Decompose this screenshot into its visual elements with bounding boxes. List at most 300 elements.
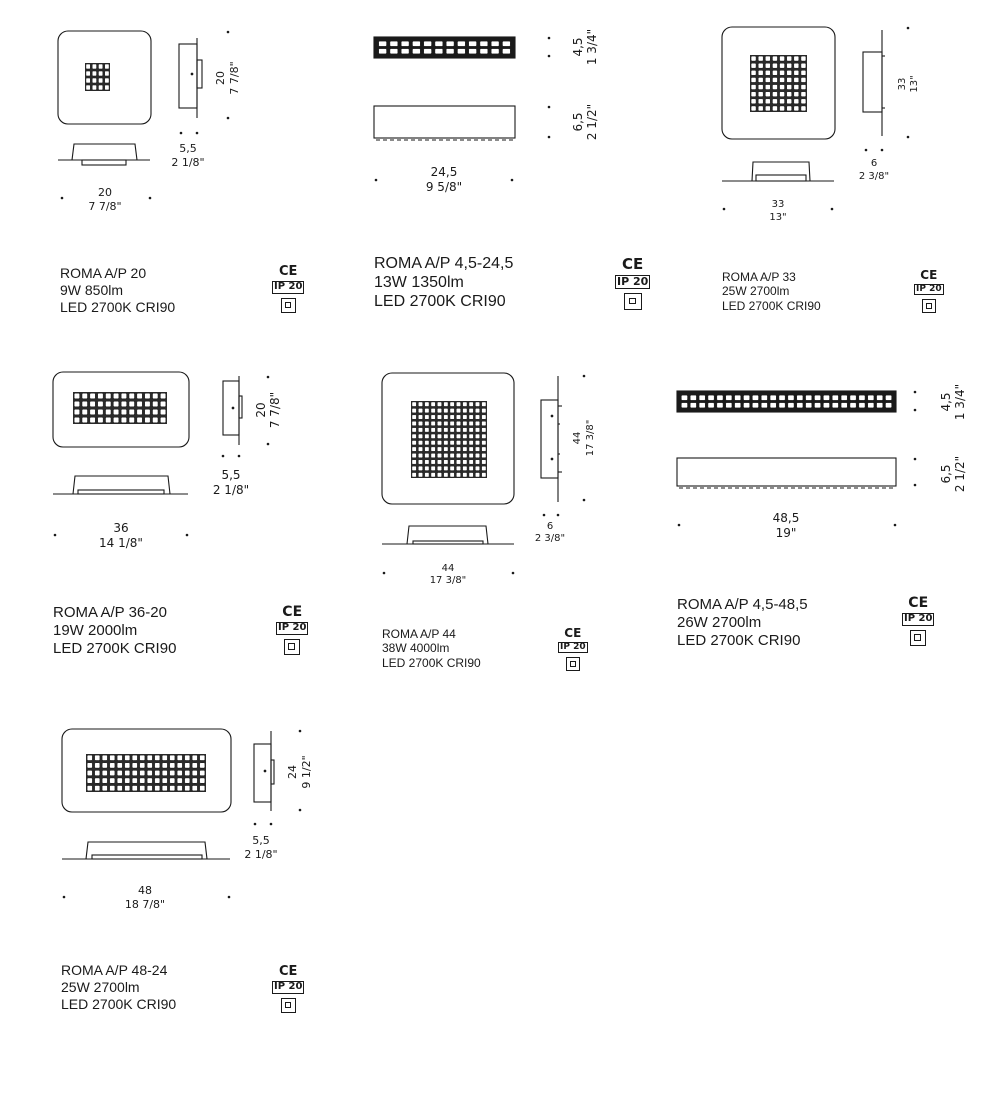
led-cell xyxy=(491,49,499,54)
power-rating: 25W 2700lm xyxy=(61,978,140,995)
led-cell xyxy=(772,85,777,90)
led-cell xyxy=(431,421,435,425)
product-roma-ap-20 xyxy=(0,0,330,340)
height-in-label: 7 7/8" xyxy=(228,61,241,95)
led-cell xyxy=(74,393,79,399)
led-cell xyxy=(185,763,190,768)
width-cm-label: 36 xyxy=(113,521,129,535)
led-cell xyxy=(877,395,883,400)
led-cell xyxy=(787,56,792,61)
led-cell xyxy=(418,408,422,412)
double-insulation-icon xyxy=(281,998,296,1013)
led-cell xyxy=(110,763,115,768)
led-cell xyxy=(779,395,785,400)
height-cm-label: 33 xyxy=(897,77,908,91)
led-cell xyxy=(772,77,777,82)
product-roma-ap-44 xyxy=(330,340,670,700)
led-cell xyxy=(192,763,197,768)
bottom-view xyxy=(62,842,230,859)
double-insulation-icon xyxy=(566,657,580,671)
height-in-label: 13" xyxy=(909,75,920,93)
power-rating: 19W 2000lm xyxy=(53,622,138,639)
led-cell xyxy=(431,415,435,419)
led-cell xyxy=(95,770,100,775)
led-cell xyxy=(102,786,107,791)
led-cell xyxy=(758,99,763,104)
led-cell xyxy=(788,403,794,408)
led-spec: LED 2700K CRI90 xyxy=(382,655,481,670)
led-cell xyxy=(132,770,137,775)
led-cell xyxy=(113,393,118,399)
led-cell xyxy=(113,409,118,415)
led-cell xyxy=(117,763,122,768)
led-cell xyxy=(431,428,435,432)
led-cell xyxy=(155,778,160,783)
led-cell xyxy=(482,408,486,412)
product-title: ROMA A/P 4,5-48,5 xyxy=(677,596,808,613)
led-cell xyxy=(418,434,422,438)
led-cell xyxy=(758,106,763,111)
led-cell xyxy=(431,434,435,438)
led-cell xyxy=(765,99,770,104)
led-cell xyxy=(787,70,792,75)
side-view xyxy=(179,38,202,118)
led-cell xyxy=(425,428,429,432)
led-cell xyxy=(117,778,122,783)
led-cell xyxy=(117,770,122,775)
led-cell xyxy=(170,763,175,768)
led-cell xyxy=(418,415,422,419)
height-cm-label: 4,5 xyxy=(939,392,953,412)
certification-badges xyxy=(558,626,588,671)
led-cell xyxy=(794,56,799,61)
led-cell xyxy=(129,393,134,399)
depth-cm-label: 6,5 xyxy=(939,464,953,484)
width-cm-label: 24,5 xyxy=(430,165,458,179)
led-cell xyxy=(418,402,422,406)
led-cell xyxy=(437,421,441,425)
led-cell xyxy=(437,460,441,464)
led-cell xyxy=(475,428,479,432)
led-cell xyxy=(859,395,865,400)
spec-block xyxy=(722,270,821,313)
led-cell xyxy=(145,393,150,399)
led-cell xyxy=(450,466,454,470)
led-spec: LED 2700K CRI90 xyxy=(61,995,177,1012)
led-cell xyxy=(456,402,460,406)
led-cell xyxy=(147,755,152,760)
front-view xyxy=(382,373,514,504)
led-cell xyxy=(121,401,126,407)
product-roma-ap-48-24 xyxy=(0,700,330,1100)
height-in-label: 1 3/4" xyxy=(953,383,967,421)
led-cell xyxy=(132,786,137,791)
led-cell xyxy=(475,453,479,457)
led-cell xyxy=(431,466,435,470)
led-cell xyxy=(444,428,448,432)
led-cell xyxy=(155,755,160,760)
led-cell xyxy=(772,70,777,75)
led-cell xyxy=(780,92,785,97)
led-cell xyxy=(463,466,467,470)
product-roma-ap-4-5-24-5 xyxy=(330,0,670,340)
led-cell xyxy=(185,786,190,791)
height-cm-label: 44 xyxy=(572,431,583,445)
led-spec: LED 2700K CRI90 xyxy=(60,298,176,315)
led-cell xyxy=(106,401,111,407)
led-cell xyxy=(412,447,416,451)
led-cell xyxy=(463,428,467,432)
led-cell xyxy=(780,70,785,75)
led-cell xyxy=(444,473,448,477)
led-cell xyxy=(868,403,874,408)
depth-in-label: 2 1/2" xyxy=(585,103,599,141)
led-cell xyxy=(192,786,197,791)
side-view xyxy=(254,731,274,811)
led-cell xyxy=(832,395,838,400)
power-rating: 26W 2700lm xyxy=(677,614,762,631)
double-insulation-icon xyxy=(922,299,936,313)
led-spec: LED 2700K CRI90 xyxy=(677,632,801,649)
led-cell xyxy=(502,41,510,46)
led-cell xyxy=(456,434,460,438)
led-cell xyxy=(145,401,150,407)
led-cell xyxy=(147,786,152,791)
led-cell xyxy=(463,447,467,451)
front-view xyxy=(722,27,835,139)
ce-mark-icon: CE xyxy=(564,626,582,640)
led-cell xyxy=(137,401,142,407)
led-cell xyxy=(859,403,865,408)
led-cell xyxy=(797,395,803,400)
led-cell xyxy=(117,786,122,791)
depth-cm-label: 5,5 xyxy=(179,142,197,155)
power-rating: 25W 2700lm xyxy=(722,284,790,299)
side-view xyxy=(541,376,562,502)
led-cell xyxy=(412,408,416,412)
led-cell xyxy=(98,78,102,83)
led-cell xyxy=(751,70,756,75)
product-title: ROMA A/P 4,5-24,5 xyxy=(374,255,514,272)
ip-rating-icon: IP 20 xyxy=(560,642,586,652)
led-cell xyxy=(770,395,776,400)
led-cell xyxy=(482,440,486,444)
led-cell xyxy=(482,428,486,432)
depth-in-label: 2 1/8" xyxy=(212,483,250,497)
led-cell xyxy=(761,395,767,400)
led-cell xyxy=(145,417,150,423)
led-cell xyxy=(98,64,102,69)
led-cell xyxy=(450,453,454,457)
led-cell xyxy=(87,755,92,760)
led-cell xyxy=(185,770,190,775)
led-cell xyxy=(125,786,130,791)
double-insulation-icon xyxy=(910,630,926,646)
led-cell xyxy=(794,99,799,104)
width-in-label: 17 3/8" xyxy=(429,575,467,586)
led-cell xyxy=(475,466,479,470)
ip-rating-icon: IP 20 xyxy=(904,613,933,624)
led-cell xyxy=(129,409,134,415)
led-cell xyxy=(95,786,100,791)
product-title: ROMA A/P 36-20 xyxy=(53,604,167,621)
led-cell xyxy=(787,77,792,82)
led-cell xyxy=(162,770,167,775)
led-cell xyxy=(153,417,158,423)
led-cell xyxy=(469,434,473,438)
led-cell xyxy=(752,403,758,408)
led-cell xyxy=(765,77,770,82)
led-cell xyxy=(758,63,763,68)
led-cell xyxy=(751,85,756,90)
led-cell xyxy=(841,403,847,408)
led-cell xyxy=(491,41,499,46)
led-cell xyxy=(751,99,756,104)
led-cell xyxy=(87,770,92,775)
led-cell xyxy=(412,440,416,444)
led-cell xyxy=(102,763,107,768)
led-cell xyxy=(74,409,79,415)
led-cell xyxy=(444,402,448,406)
led-cell xyxy=(424,41,432,46)
height-in-label: 1 3/4" xyxy=(585,28,599,66)
led-cell xyxy=(794,92,799,97)
led-cell xyxy=(412,428,416,432)
led-cell xyxy=(140,770,145,775)
led-cell xyxy=(431,402,435,406)
led-cell xyxy=(450,473,454,477)
led-cell xyxy=(823,395,829,400)
led-cell xyxy=(425,402,429,406)
led-cell xyxy=(482,421,486,425)
led-cell xyxy=(751,77,756,82)
double-insulation-icon xyxy=(284,639,300,655)
certification-badges xyxy=(615,255,650,310)
led-cell xyxy=(113,401,118,407)
led-cell xyxy=(121,417,126,423)
led-cell xyxy=(475,402,479,406)
led-cell xyxy=(90,401,95,407)
led-cell xyxy=(170,786,175,791)
led-cell xyxy=(444,434,448,438)
led-cell xyxy=(456,460,460,464)
led-cell xyxy=(758,56,763,61)
front-view xyxy=(374,37,515,58)
led-cell xyxy=(788,395,794,400)
led-cell xyxy=(125,763,130,768)
led-cell xyxy=(82,401,87,407)
led-cell xyxy=(401,49,409,54)
led-cell xyxy=(801,85,806,90)
led-cell xyxy=(200,770,205,775)
led-cell xyxy=(469,428,473,432)
led-cell xyxy=(469,49,477,54)
led-cell xyxy=(751,63,756,68)
led-cell xyxy=(850,403,856,408)
led-cell xyxy=(868,395,874,400)
led-cell xyxy=(758,70,763,75)
led-cell xyxy=(437,440,441,444)
led-cell xyxy=(765,106,770,111)
led-cell xyxy=(469,415,473,419)
led-cell xyxy=(475,447,479,451)
led-cell xyxy=(110,778,115,783)
depth-cm-label: 5,5 xyxy=(221,468,241,482)
led-cell xyxy=(82,409,87,415)
spec-block xyxy=(677,596,808,650)
led-cell xyxy=(780,56,785,61)
led-cell xyxy=(86,78,90,83)
led-cell xyxy=(106,417,111,423)
led-cell xyxy=(482,402,486,406)
led-cell xyxy=(425,421,429,425)
led-cell xyxy=(412,49,420,54)
led-cell xyxy=(850,395,856,400)
width-in-label: 19" xyxy=(775,526,797,540)
front-view xyxy=(53,372,189,447)
led-cell xyxy=(418,473,422,477)
led-cell xyxy=(435,41,443,46)
led-cell xyxy=(832,403,838,408)
side-view xyxy=(677,458,896,488)
led-cell xyxy=(418,460,422,464)
led-cell xyxy=(475,415,479,419)
led-cell xyxy=(787,63,792,68)
led-cell xyxy=(437,415,441,419)
led-cell xyxy=(735,403,741,408)
side-view xyxy=(374,106,515,140)
led-cell xyxy=(456,415,460,419)
led-cell xyxy=(98,393,103,399)
led-cell xyxy=(170,755,175,760)
led-cell xyxy=(735,395,741,400)
led-cell xyxy=(885,395,891,400)
led-cell xyxy=(726,403,732,408)
led-cell xyxy=(743,395,749,400)
dimension-dots xyxy=(61,31,230,200)
technical-drawing-roma-ap-44 xyxy=(330,340,670,700)
led-cell xyxy=(113,417,118,423)
led-cell xyxy=(482,466,486,470)
led-cell xyxy=(105,85,109,90)
certification-badges xyxy=(914,268,944,313)
width-in-label: 13" xyxy=(769,212,787,223)
led-cell xyxy=(185,778,190,783)
led-cell xyxy=(74,401,79,407)
led-cell xyxy=(412,402,416,406)
led-cell xyxy=(469,460,473,464)
led-cell xyxy=(437,453,441,457)
led-cell xyxy=(132,763,137,768)
led-cell xyxy=(475,460,479,464)
led-cell xyxy=(86,64,90,69)
led-cell xyxy=(457,49,465,54)
depth-in-label: 2 1/8" xyxy=(244,848,278,861)
spec-block xyxy=(61,962,176,1012)
led-cell xyxy=(450,402,454,406)
certification-badges xyxy=(272,964,304,1013)
certification-badges xyxy=(272,264,304,313)
led-cell xyxy=(450,460,454,464)
ce-mark-icon: CE xyxy=(279,264,298,279)
led-cell xyxy=(726,395,732,400)
led-cell xyxy=(86,85,90,90)
led-cell xyxy=(444,421,448,425)
led-cell xyxy=(463,402,467,406)
height-cm-label: 20 xyxy=(214,71,227,85)
led-cell xyxy=(105,71,109,76)
led-cell xyxy=(456,440,460,444)
led-spec: LED 2700K CRI90 xyxy=(722,298,821,313)
width-cm-label: 44 xyxy=(441,563,455,574)
led-cell xyxy=(87,786,92,791)
led-cell xyxy=(153,393,158,399)
led-cell xyxy=(480,41,488,46)
led-cell xyxy=(418,428,422,432)
led-cell xyxy=(425,466,429,470)
led-cell xyxy=(418,453,422,457)
bottom-view xyxy=(53,476,188,494)
side-view xyxy=(223,376,242,445)
led-cell xyxy=(418,466,422,470)
width-cm-label: 20 xyxy=(98,186,112,199)
led-cell xyxy=(463,434,467,438)
led-cell xyxy=(74,417,79,423)
led-cell xyxy=(751,56,756,61)
led-cell xyxy=(765,56,770,61)
led-cell xyxy=(98,417,103,423)
ce-mark-icon: CE xyxy=(282,604,303,620)
led-cell xyxy=(125,770,130,775)
led-cell xyxy=(106,409,111,415)
led-cell xyxy=(772,99,777,104)
led-cell xyxy=(105,78,109,83)
led-cell xyxy=(787,85,792,90)
led-cell xyxy=(772,106,777,111)
led-cell xyxy=(121,409,126,415)
height-in-label: 7 7/8" xyxy=(268,391,282,429)
led-cell xyxy=(801,77,806,82)
led-cell xyxy=(437,473,441,477)
led-cell xyxy=(770,403,776,408)
depth-in-label: 2 3/8" xyxy=(858,171,890,182)
height-in-label: 17 3/8" xyxy=(585,419,596,457)
front-view xyxy=(62,729,231,812)
led-cell xyxy=(806,403,812,408)
led-cell xyxy=(437,434,441,438)
width-in-label: 18 7/8" xyxy=(124,898,166,911)
led-cell xyxy=(160,417,165,423)
led-cell xyxy=(418,440,422,444)
led-cell xyxy=(82,393,87,399)
led-cell xyxy=(92,64,96,69)
led-cell xyxy=(424,49,432,54)
led-cell xyxy=(463,453,467,457)
led-cell xyxy=(200,763,205,768)
led-cell xyxy=(379,49,387,54)
led-cell xyxy=(463,473,467,477)
led-cell xyxy=(425,434,429,438)
led-cell xyxy=(794,77,799,82)
led-cell xyxy=(475,440,479,444)
led-cell xyxy=(129,417,134,423)
led-cell xyxy=(192,778,197,783)
led-cell xyxy=(502,49,510,54)
led-cell xyxy=(765,70,770,75)
led-cell xyxy=(98,401,103,407)
led-cell xyxy=(450,434,454,438)
led-cell xyxy=(446,41,454,46)
